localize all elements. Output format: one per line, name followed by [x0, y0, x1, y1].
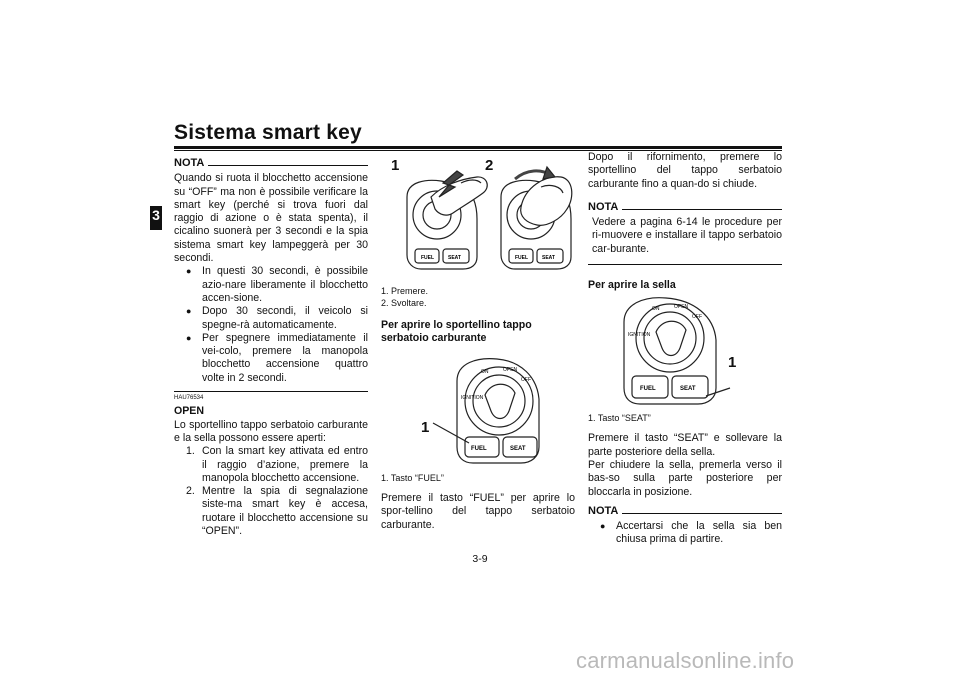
- figure-caption: 1. Tasto “SEAT”: [588, 413, 651, 424]
- chapter-number: 3: [152, 207, 160, 223]
- svg-text:FUEL: FUEL: [471, 446, 487, 452]
- list-item: ● Per spegnere immediatamente il vei-colo, premere la manopola blocchetto accensione quattro volte in 2 secondi.: [174, 332, 368, 385]
- paragraph: Lo sportellino tappo serbatoio carburante e la sella possono essere aperti:: [174, 418, 368, 444]
- watermark: carmanualsonline.info: [576, 648, 795, 673]
- paragraph: Dopo il rifornimento, premere lo sportellino del tappo serbatoio carburante fino a quan-do si chiude.: [588, 151, 782, 190]
- column-2: [381, 157, 575, 537]
- svg-text:FUEL: FUEL: [640, 386, 656, 393]
- nota-header: NOTA: [174, 157, 368, 170]
- paragraph: Premere il tasto “SEAT” e sollevare la parte posteriore della sella.: [588, 432, 782, 458]
- list-item: ● In questi 30 secondi, è possibile azio-nare liberamente il blocchetto accen-sione.: [174, 265, 368, 305]
- svg-text:SEAT: SEAT: [448, 255, 461, 261]
- column-1: [174, 157, 368, 538]
- svg-text:OFF: OFF: [521, 377, 531, 383]
- switch-illustration: [618, 292, 768, 408]
- section-heading: OPEN: [174, 405, 205, 418]
- svg-text:SEAT: SEAT: [542, 255, 555, 261]
- switch-illustration: [411, 351, 561, 469]
- figure-caption: 1. Tasto “FUEL”: [381, 473, 444, 483]
- svg-text:IGNITION: IGNITION: [628, 332, 651, 339]
- title-rule: [174, 146, 782, 149]
- section-code: HAU76534: [174, 395, 204, 402]
- figure-press-turn: [391, 157, 575, 287]
- page-title: Sistema smart key: [174, 121, 362, 144]
- nota-header: NOTA: [588, 505, 782, 518]
- svg-text:OPEN: OPEN: [674, 304, 689, 311]
- nota-text: Vedere a pagina 6-14 le procedure per ri-muovere e installare il tappo serbatoio car-burante.: [592, 216, 782, 255]
- figure-fuel-button: [411, 351, 561, 469]
- svg-text:FUEL: FUEL: [515, 255, 529, 261]
- svg-text:IGNITION: IGNITION: [461, 395, 484, 401]
- svg-text:OFF: OFF: [692, 314, 702, 321]
- figure-seat-button: [588, 292, 782, 408]
- figure-label: 2: [485, 157, 494, 174]
- svg-text:FUEL: FUEL: [421, 255, 435, 261]
- page-number: 3-9: [472, 553, 488, 565]
- section-heading: Per aprire la sella: [588, 279, 676, 292]
- svg-text:SEAT: SEAT: [680, 386, 696, 393]
- list-item: ● Accertarsi che la sella sia ben chiusa prima di partire.: [588, 520, 782, 547]
- svg-text:OPEN: OPEN: [503, 367, 518, 373]
- paragraph: Premere il tasto “FUEL” per aprire lo spor-tellino del tappo serbatoio carburante.: [381, 492, 575, 531]
- paragraph: Per chiudere la sella, premerla verso il bas-so sulla parte posteriore per bloccarla in posizione.: [588, 458, 782, 498]
- section-heading: Per aprire lo sportellino tappo serbatoio carburante: [381, 319, 532, 345]
- svg-text:ON: ON: [481, 369, 489, 375]
- figure-label: 1: [391, 157, 400, 174]
- figure-caption: 1. Premere. 2. Svoltare.: [381, 286, 429, 308]
- column-3: [588, 151, 782, 546]
- nota-end-rule: [588, 264, 782, 265]
- svg-text:ON: ON: [652, 306, 660, 313]
- switch-illustration: [391, 157, 575, 287]
- nota-text: Quando si ruota il blocchetto accensione su “OFF” ma non è possibile verificare la smart key (perché si trova fuori dal raggio di azione o è stata spenta), il cicalino suonerà per 3 secondi e la spia sistema smart key lampeggerà per 30 secondi.: [174, 172, 368, 265]
- nota-header: NOTA: [588, 201, 782, 214]
- list-item: ● Dopo 30 secondi, il veicolo si spegne-rà automaticamente.: [174, 305, 368, 332]
- figure-label: 1: [421, 419, 430, 436]
- figure-label: 1: [728, 354, 737, 372]
- list-item: 2. Mentre la spia di segnalazione siste-ma smart key è accesa, ruotare il blocchetto accensione su “OPEN”.: [186, 485, 368, 538]
- list-item: 1. Con la smart key attivata ed entro il raggio d’azione, premere la manopola blocchetto accensione.: [186, 445, 368, 484]
- svg-text:SEAT: SEAT: [510, 446, 526, 452]
